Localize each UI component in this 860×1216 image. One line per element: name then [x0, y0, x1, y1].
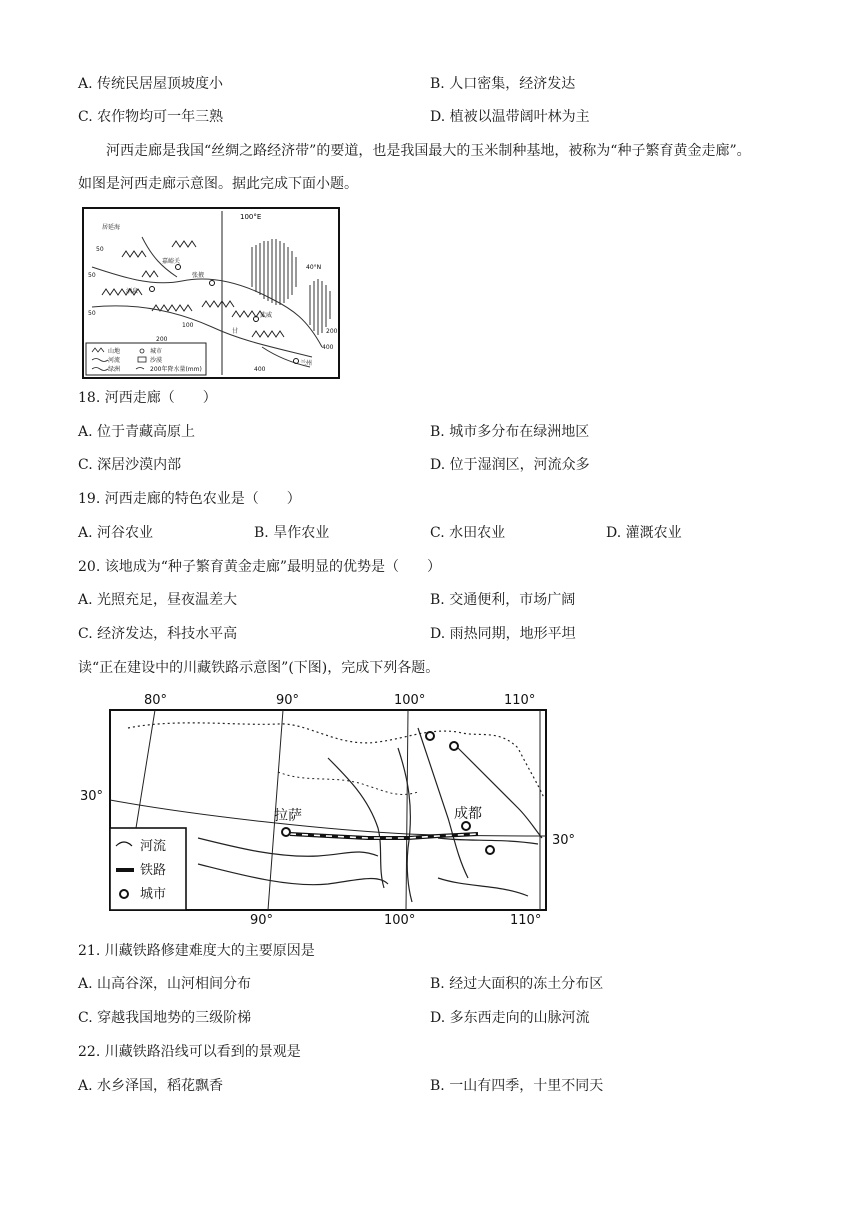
legend-city-icon — [120, 890, 128, 898]
map1-place-label: 张掖 — [192, 272, 205, 279]
q20-option-a: A. 光照充足，昼夜温差大 — [78, 592, 238, 608]
map2-bottom-lon-label: 90° — [250, 913, 274, 928]
q20-option-d: D. 雨热同期，地形平坦 — [430, 626, 576, 642]
map1-legend-city: 城市 — [150, 348, 163, 355]
city-chengdu-marker — [462, 822, 470, 830]
q22-stem: 22. 川藏铁路沿线可以看到的景观是 — [78, 1044, 301, 1060]
q19-option-d: D. 灌溉农业 — [606, 525, 682, 541]
q21-stem: 21. 川藏铁路修建难度大的主要原因是 — [78, 943, 315, 959]
q21-option-a: A. 山高谷深，山河相间分布 — [78, 976, 252, 992]
hexi-intro-line-2: 如图是河西走廊示意图。据此完成下面小题。 — [78, 176, 358, 192]
map1-legend-river: 河流 — [108, 357, 121, 364]
map1-legend-desert: 沙漠 — [150, 357, 163, 364]
map2-right-lat-label: 30° — [552, 833, 576, 848]
railway-intro: 读“正在建设中的川藏铁路示意图”(下图)，完成下列各题。 — [78, 660, 440, 676]
map2-bottom-lon-label: 110° — [510, 913, 542, 928]
legend-railway-label: 铁路 — [140, 863, 167, 878]
q18-option-a: A. 位于青藏高原上 — [78, 424, 196, 440]
map1-place-label: 居延海 — [102, 224, 121, 231]
map1-legend-oasis: 绿洲 — [108, 366, 121, 373]
map1-legend-isohyet: 200年降水量(mm) — [150, 366, 202, 373]
map1-place-label: 甘 — [232, 328, 239, 335]
map1-isohyet-label: 50 — [88, 310, 96, 317]
q19-stem: 19. 河西走廊的特色农业是（ ） — [78, 491, 301, 507]
q21-option-b: B. 经过大面积的冻土分布区 — [430, 976, 604, 992]
q21-option-c: C. 穿越我国地势的三级阶梯 — [78, 1010, 252, 1026]
q21-option-d: D. 多东西走向的山脉河流 — [430, 1010, 590, 1026]
q22-option-a: A. 水乡泽国，稻花飘香 — [78, 1078, 224, 1094]
map1-isohyet-label: 200 — [156, 336, 168, 343]
q19-option-c: C. 水田农业 — [430, 525, 506, 541]
map1-place-label: 武威 — [260, 312, 273, 319]
map2-top-lon-label: 90° — [276, 693, 300, 708]
map2-top-lon-label: 100° — [394, 693, 426, 708]
map1-place-label: 嘉峪关 — [162, 258, 181, 265]
map2-left-lat-label: 30° — [80, 789, 104, 804]
city-lhasa-marker — [282, 828, 290, 836]
city-lhasa-label: 拉萨 — [274, 808, 302, 824]
map1-isohyet-label: 400 — [322, 344, 334, 351]
q18-option-b: B. 城市多分布在绿洲地区 — [430, 424, 590, 440]
hexi-corridor-map — [82, 207, 340, 379]
map1-place-label: 酒泉 — [126, 288, 139, 295]
q17-option-c: C. 农作物均可一年三熟 — [78, 109, 224, 125]
q17-option-a: A. 传统民居屋顶坡度小 — [78, 76, 224, 92]
city-marker — [450, 742, 458, 750]
q22-option-b: B. 一山有四季，十里不同天 — [430, 1078, 604, 1094]
map1-lat-label: 40°N — [306, 264, 322, 271]
map1-isohyet-label: 50 — [96, 246, 104, 253]
map1-isohyet-label: 200 — [326, 328, 338, 335]
map1-isohyet-label: 50 — [88, 272, 96, 279]
sichuan-tibet-railway-map — [78, 688, 584, 928]
q17-option-b: B. 人口密集，经济发达 — [430, 76, 576, 92]
legend-city-label: 城市 — [140, 887, 167, 902]
q19-option-b: B. 旱作农业 — [254, 525, 330, 541]
q18-stem: 18. 河西走廊（ ） — [78, 390, 217, 406]
q17-option-d: D. 植被以温带阔叶林为主 — [430, 109, 590, 125]
q20-option-c: C. 经济发达，科技水平高 — [78, 626, 238, 642]
map1-isohyet-label: 400 — [254, 366, 266, 373]
map1-isohyet-label: 100 — [182, 322, 194, 329]
map1-place-label: 兰州 — [300, 360, 313, 367]
city-marker — [426, 732, 434, 740]
city-marker — [486, 846, 494, 854]
map2-top-lon-label: 110° — [504, 693, 536, 708]
q18-option-d: D. 位于湿润区，河流众多 — [430, 457, 590, 473]
legend-river-label: 河流 — [140, 839, 167, 854]
q18-option-c: C. 深居沙漠内部 — [78, 457, 182, 473]
q19-option-a: A. 河谷农业 — [78, 525, 154, 541]
map1-lon-label: 100°E — [240, 213, 262, 221]
hexi-intro-line-1: 河西走廊是我国“丝绸之路经济带”的要道，也是我国最大的玉米制种基地，被称为“种子繁育黄金走廊”。 — [106, 143, 751, 159]
city-chengdu-label: 成都 — [454, 806, 482, 822]
q20-option-b: B. 交通便利，市场广阔 — [430, 592, 576, 608]
map2-top-lon-label: 80° — [144, 693, 168, 708]
map1-legend-mountain: 山地 — [108, 348, 121, 355]
q20-stem: 20. 该地成为“种子繁育黄金走廊”最明显的优势是（ ） — [78, 559, 442, 575]
map2-bottom-lon-label: 100° — [384, 913, 416, 928]
